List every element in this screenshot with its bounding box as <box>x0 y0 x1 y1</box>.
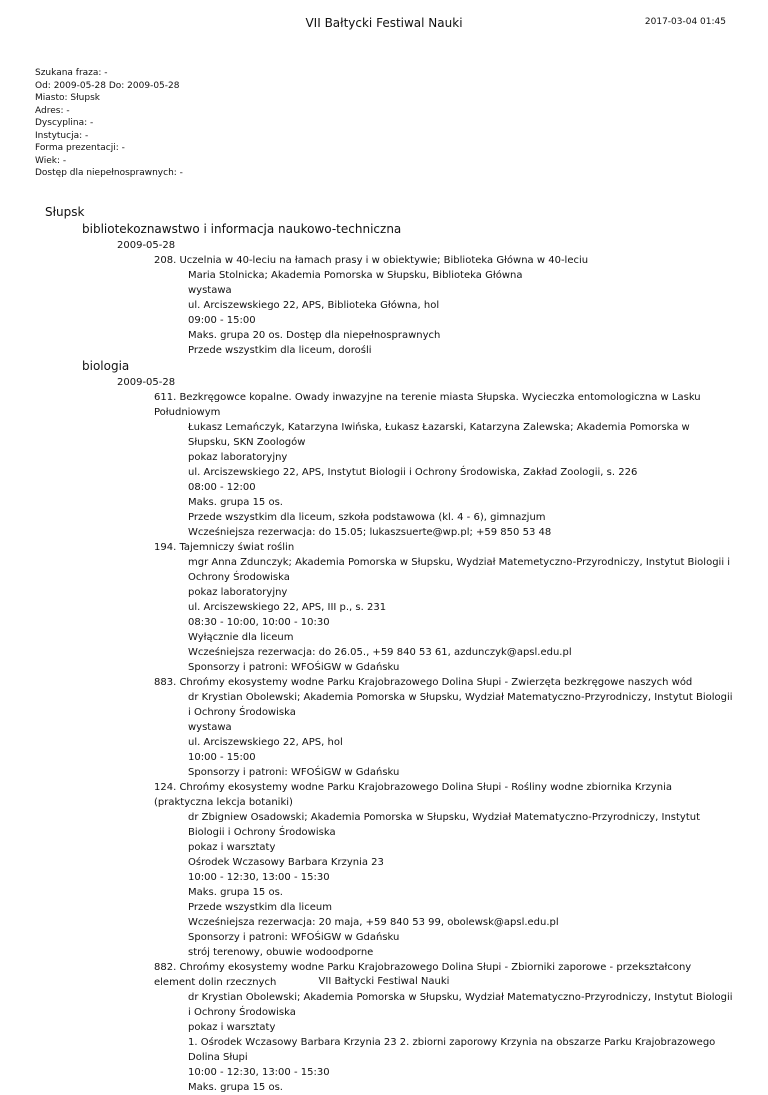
event-title: 883. Chrońmy ekosystemy wodne Parku Krajobrazowego Dolina Słupi - Zwierzęta bezkręgowe naszych wód <box>154 677 693 688</box>
discipline-heading: biologia <box>82 359 130 373</box>
page-header-datetime: 2017-03-04 01:45 <box>644 17 726 27</box>
event-detail: ul. Arciszewskiego 22, APS, Instytut Biologii i Ochrony Środowiska, Zakład Zoologii, s. 226 <box>188 467 638 478</box>
event-detail: Łukasz Lemańczyk, Katarzyna Iwińska, Łukasz Łazarski, Katarzyna Zalewska; Akademia Pomorska w Słupsku, SKN Zoologów <box>188 422 690 448</box>
event-item <box>154 780 734 960</box>
date-heading: 2009-05-28 <box>117 240 176 251</box>
event-detail: Wcześniejsza rezerwacja: do 15.05; lukaszsuerte@wp.pl; +59 850 53 48 <box>188 527 552 538</box>
page-footer: VII Bałtycki Festiwal Nauki <box>318 976 450 987</box>
event-detail: Przede wszystkim dla liceum <box>188 902 332 913</box>
event-detail: pokaz laboratoryjny <box>188 587 288 598</box>
criteria-line: Dostęp dla niepełnosprawnych: - <box>35 168 183 178</box>
event-detail: Przede wszystkim dla liceum, szkoła podstawowa (kl. 4 - 6), gimnazjum <box>188 512 546 523</box>
event-title: 124. Chrońmy ekosystemy wodne Parku Krajobrazowego Dolina Słupi - Rośliny wodne zbiornika Krzynia (praktyczna lekcja botaniki) <box>154 782 672 808</box>
criteria-line: Szukana fraza: - <box>35 68 108 78</box>
event-detail: Maks. grupa 15 os. <box>188 1082 283 1093</box>
event-detail: Przede wszystkim dla liceum, dorośli <box>188 345 372 356</box>
event-item <box>154 675 734 780</box>
event-detail: Wcześniejsza rezerwacja: do 26.05., +59 840 53 61, azdunczyk@apsl.edu.pl <box>188 647 572 658</box>
event-details <box>188 420 734 540</box>
event-detail: Maks. grupa 15 os. <box>188 887 283 898</box>
event-detail: pokaz i warsztaty <box>188 842 276 853</box>
date-heading: 2009-05-28 <box>117 377 176 388</box>
event-detail: ul. Arciszewskiego 22, APS, hol <box>188 737 343 748</box>
event-detail: Sponsorzy i patroni: WFOŚiGW w Gdańsku <box>188 662 400 673</box>
event-detail: 08:30 - 10:00, 10:00 - 10:30 <box>188 617 330 628</box>
event-item <box>154 540 734 675</box>
search-criteria <box>35 67 183 180</box>
event-detail: Sponsorzy i patroni: WFOŚiGW w Gdańsku <box>188 767 400 778</box>
event-detail: Wcześniejsza rezerwacja: 20 maja, +59 840 53 99, obolewsk@apsl.edu.pl <box>188 917 559 928</box>
event-detail: 1. Ośrodek Wczasowy Barbara Krzynia 23 2. zbiorni zaporowy Krzynia na obszarze Parku Krajobrazowego Dolina Słupi <box>188 1037 716 1063</box>
criteria-line: Od: 2009-05-28 Do: 2009-05-28 <box>35 80 180 91</box>
event-details <box>188 990 734 1095</box>
event-title: 194. Tajemniczy świat roślin <box>154 542 295 553</box>
event-detail: dr Zbigniew Osadowski; Akademia Pomorska w Słupsku, Wydział Matematyczno-Przyrodniczy, Instytut Biologii i Ochrony Środowiska <box>188 812 701 838</box>
event-detail: ul. Arciszewskiego 22, APS, III p., s. 231 <box>188 602 387 613</box>
event-title: 611. Bezkręgowce kopalne. Owady inwazyjne na terenie miasta Słupska. Wycieczka entomologiczna w Lasku Południowym <box>154 392 701 418</box>
event-detail: Maria Stolnicka; Akademia Pomorska w Słupsku, Biblioteka Główna <box>188 270 523 281</box>
event-item <box>154 390 734 540</box>
criteria-line: Wiek: - <box>35 155 67 166</box>
event-detail: ul. Arciszewskiego 22, APS, Biblioteka Główna, hol <box>188 300 440 311</box>
criteria-line: Forma prezentacji: - <box>35 143 125 153</box>
event-detail: 10:00 - 12:30, 13:00 - 15:30 <box>188 1067 330 1078</box>
event-detail: 08:00 - 12:00 <box>188 482 256 493</box>
criteria-line: Miasto: Słupsk <box>35 93 100 103</box>
event-detail: mgr Anna Zdunczyk; Akademia Pomorska w Słupsku, Wydział Matemetyczno-Przyrodniczy, Instytut Biologii i Ochrony Środowiska <box>188 557 731 583</box>
event-item <box>154 253 734 358</box>
event-details <box>188 690 734 780</box>
event-detail: strój terenowy, obuwie wodoodporne <box>188 947 374 958</box>
event-title: 208. Uczelnia w 40-leciu na łamach prasy i w obiektywie; Biblioteka Główna w 40-leciu <box>154 255 589 266</box>
event-detail: 09:00 - 15:00 <box>188 315 256 326</box>
event-detail: wystawa <box>188 285 232 296</box>
event-detail: 10:00 - 12:30, 13:00 - 15:30 <box>188 872 330 883</box>
page-header-title: VII Bałtycki Festiwal Nauki <box>305 16 463 30</box>
event-detail: pokaz i warsztaty <box>188 1022 276 1033</box>
event-title: 882. Chrońmy ekosystemy wodne Parku Krajobrazowego Dolina Słupi - Zbiorniki zaporowe - przekształcony element dolin rzecznych <box>154 962 692 988</box>
event-detail: Maks. grupa 15 os. <box>188 497 283 508</box>
event-detail: pokaz laboratoryjny <box>188 452 288 463</box>
results <box>0 204 768 1095</box>
event-detail: wystawa <box>188 722 232 733</box>
event-detail: Sponsorzy i patroni: WFOŚiGW w Gdańsku <box>188 932 400 943</box>
event-details <box>188 810 734 960</box>
event-detail: Ośrodek Wczasowy Barbara Krzynia 23 <box>188 857 384 868</box>
event-detail: dr Krystian Obolewski; Akademia Pomorska w Słupsku, Wydział Matematyczno-Przyrodniczy, Instytut Biologii i Ochrony Środowiska <box>188 692 733 718</box>
city-heading: Słupsk <box>45 205 85 219</box>
event-details <box>188 555 734 675</box>
event-detail: Maks. grupa 20 os. Dostęp dla niepełnosprawnych <box>188 330 441 341</box>
event-details <box>188 268 734 358</box>
event-detail: Wyłącznie dla liceum <box>188 632 294 643</box>
event-detail: 10:00 - 15:00 <box>188 752 256 763</box>
criteria-line: Instytucja: - <box>35 130 89 141</box>
event-detail: dr Krystian Obolewski; Akademia Pomorska w Słupsku, Wydział Matematyczno-Przyrodniczy, Instytut Biologii i Ochrony Środowiska <box>188 992 733 1018</box>
criteria-line: Dyscyplina: - <box>35 118 94 128</box>
criteria-line: Adres: - <box>35 105 70 116</box>
discipline-heading: bibliotekoznawstwo i informacja naukowo-techniczna <box>82 222 402 236</box>
